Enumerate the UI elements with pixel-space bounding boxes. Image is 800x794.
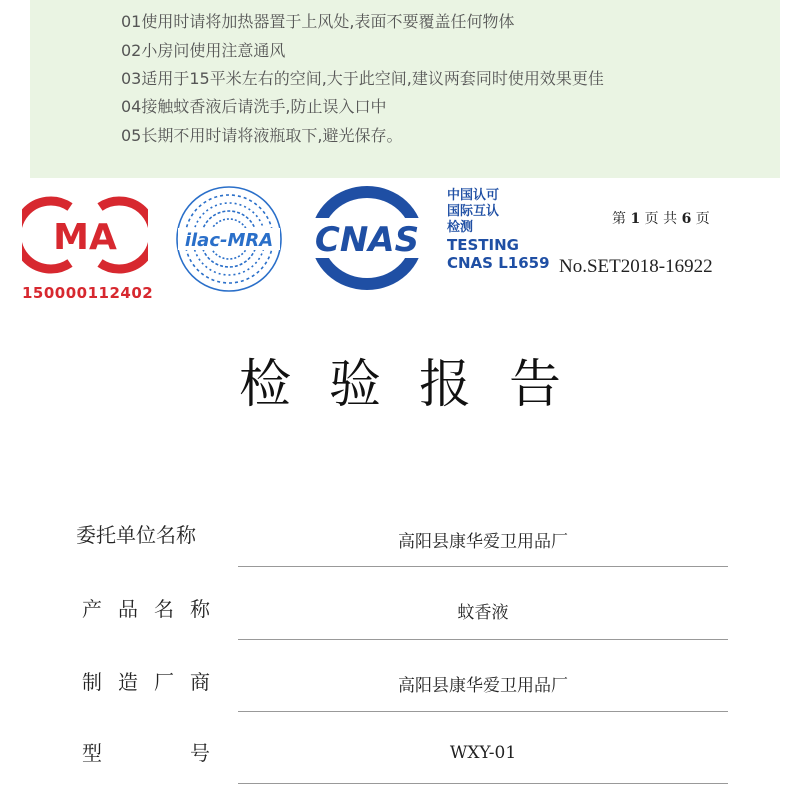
page-total: 6 [681,211,692,227]
cnas-testing-block [447,188,550,272]
ilac-mra-logo [174,184,284,294]
model-value: WXY-01 [449,743,517,763]
page-suffix: 页 [695,211,710,227]
manufacturer-value: 高阳县康华爱卫用品厂 [398,676,568,696]
client-value: 高阳县康华爱卫用品厂 [398,532,568,552]
notice-line-3: 03适用于15平米左右的空间,大于此空间,建议两套同时使用效果更佳 [121,69,604,88]
client-label: 委托单位名称 [76,523,196,547]
row-divider [238,566,728,567]
ilac-mra-text: ilac-MRA [184,230,274,251]
row-divider [238,783,728,784]
testing-en-line-2: CNAS L1659 [447,254,550,272]
usage-notice-panel [30,0,780,178]
report-title: 检验报告 [238,355,599,415]
cma-letters: MA [53,217,117,258]
page-current: 1 [630,211,641,227]
testing-en-line-1: TESTING [447,236,519,254]
cma-logo [22,193,148,277]
report-number: No.SET2018-16922 [559,256,713,277]
testing-cn-line-2: 国际互认 [447,204,500,219]
product-name-label: 产品名称 [82,597,210,621]
model-label: 型号 [82,741,210,765]
notice-line-5: 05长期不用时请将液瓶取下,避光保存。 [121,126,403,145]
testing-cn-line-1: 中国认可 [447,188,500,203]
page-prefix: 第 [612,211,626,227]
testing-cn-line-3: 检测 [447,220,474,235]
notice-line-1: 01使用时请将加热器置于上风处,表面不要覆盖任何物体 [121,12,515,31]
page-indicator [612,208,710,228]
notice-line-4: 04接触蚊香液后请洗手,防止误入口中 [121,97,387,116]
product-name-value: 蚊香液 [457,603,509,623]
manufacturer-label: 制造厂商 [82,670,210,694]
cnas-text: CNAS [314,220,420,260]
cnas-logo [304,184,430,292]
page-middle: 页 共 [644,211,678,227]
notice-line-2: 02小房问使用注意通风 [121,41,286,60]
cma-number: 150000112402 [22,284,154,302]
row-divider [238,711,728,712]
row-divider [238,639,728,640]
